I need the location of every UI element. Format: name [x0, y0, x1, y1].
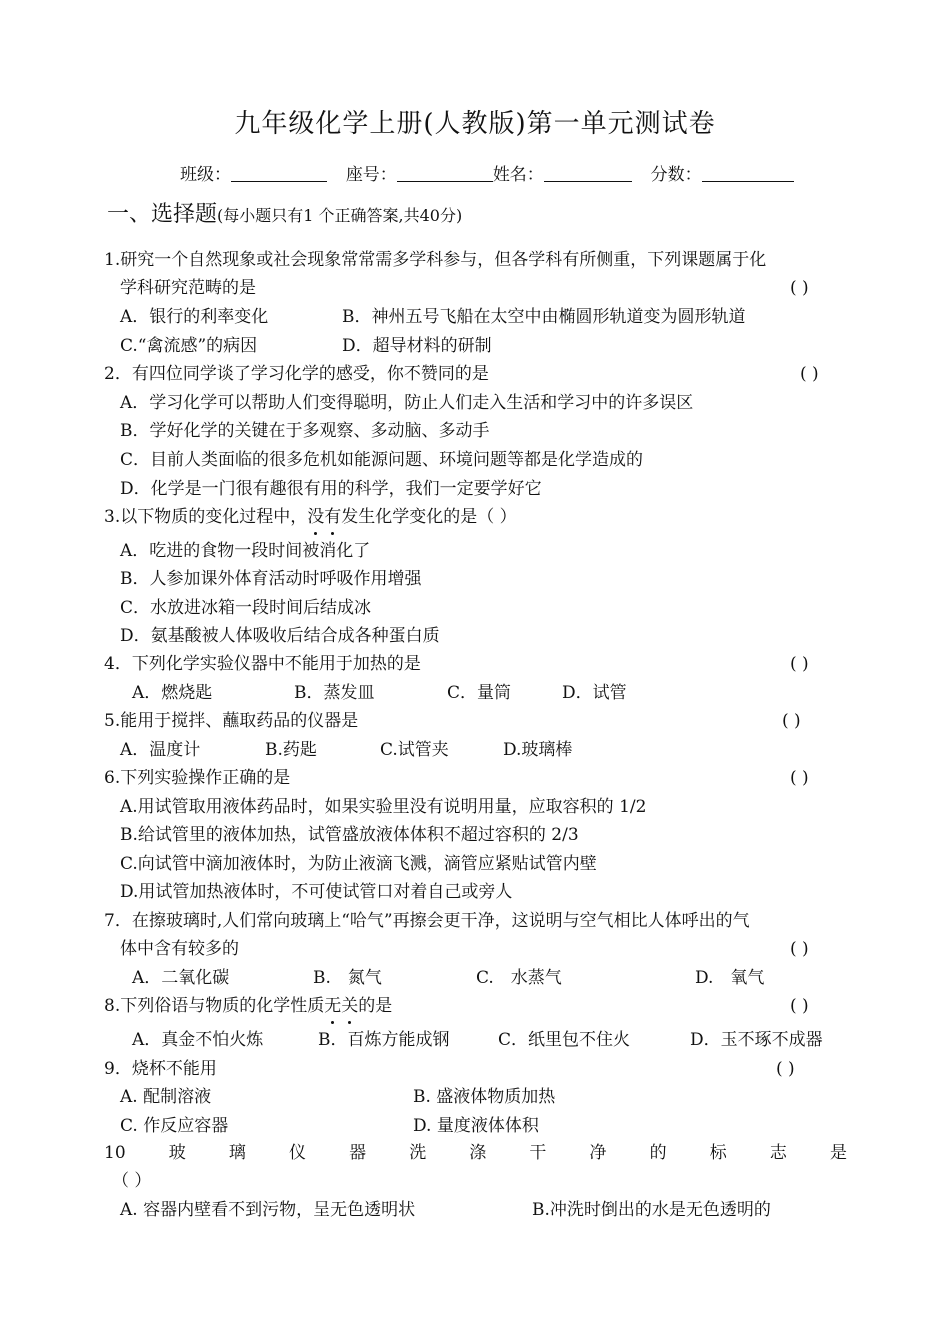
q10-char: 的	[649, 1143, 667, 1163]
q2-option-d: D．化学是一门很有趣很有用的科学，我们一定要学好它	[120, 479, 542, 499]
q7-option-d: D. 氧气	[695, 968, 765, 988]
q10-char: 10	[104, 1143, 126, 1163]
name-label: 姓名：	[492, 165, 544, 185]
q5-option-c: C.试管夹	[380, 740, 449, 760]
q4-option-a: A．燃烧匙	[132, 683, 213, 703]
q9-option-a: A. 配制溶液	[120, 1087, 212, 1107]
score-label: 分数：	[650, 165, 702, 185]
q3-stem-post: 发生化学变化的是（ ）	[341, 507, 517, 527]
q2-answer-bracket: ( )	[800, 364, 819, 384]
q3-option-c: C．水放进冰箱一段时间后结成冰	[120, 598, 372, 618]
q10-stem	[104, 1141, 847, 1165]
q2-option-a: A．学习化学可以帮助人们变得聪明，防止人们走入生活和学习中的许多误区	[120, 393, 694, 413]
q1-option-d: D．超导材料的研制	[342, 336, 492, 356]
section-note: (每小题只有1 个正确答案,共40分)	[217, 206, 463, 225]
q3-stem	[104, 505, 517, 529]
q8-option-c: C．纸里包不住火	[498, 1030, 631, 1050]
q10-char: 器	[349, 1143, 367, 1163]
class-label: 班级：	[180, 165, 231, 185]
q10-char: 涤	[469, 1143, 487, 1163]
q8-emphasis-char-1: 无	[324, 996, 342, 1016]
q4-option-d: D．试管	[562, 683, 627, 703]
q1-answer-bracket: ( )	[790, 278, 809, 298]
q8-option-d: D．玉不琢不成器	[690, 1030, 823, 1050]
q8-answer-bracket: ( )	[790, 996, 809, 1016]
q3-stem-pre: 3.以下物质的变化过程中，	[104, 507, 308, 527]
q1-stem-line2: 学科研究范畴的是	[120, 278, 256, 298]
q4-option-b: B．蒸发皿	[294, 683, 375, 703]
q10-char: 志	[769, 1143, 787, 1163]
student-info-row	[180, 163, 794, 187]
q9-stem: 9．烧杯不能用	[104, 1059, 217, 1079]
q10-answer-bracket: （ ）	[112, 1171, 152, 1191]
q10-char: 干	[529, 1143, 547, 1163]
name-blank	[544, 163, 632, 182]
q9-option-d: D. 量度液体体积	[413, 1116, 539, 1136]
q5-option-a: A．温度计	[120, 740, 201, 760]
q3-option-b: B．人参加课外体育活动时呼吸作用增强	[120, 569, 422, 589]
q1-option-a: A．银行的利率变化	[120, 307, 269, 327]
page-title: 九年级化学上册(人教版)第一单元测试卷	[234, 109, 716, 139]
section-title: 一、选择题	[107, 202, 218, 227]
q9-option-c: C. 作反应容器	[120, 1116, 229, 1136]
q6-option-b: B.给试管里的液体加热，试管盛放液体体积不超过容积的 2/3	[120, 825, 579, 845]
q10-char: 是	[829, 1143, 847, 1163]
q10-option-b: B.冲洗时倒出的水是无色透明的	[532, 1200, 771, 1220]
q7-option-c: C. 水蒸气	[476, 968, 562, 988]
q10-char: 玻	[168, 1143, 186, 1163]
q3-emphasis-char-2: 有	[324, 507, 342, 527]
q7-option-a: A．二氧化碳	[132, 968, 230, 988]
seat-label: 座号：	[345, 165, 397, 185]
q10-char: 净	[589, 1143, 607, 1163]
q10-char: 洗	[409, 1143, 427, 1163]
q3-option-d: D．氨基酸被人体吸收后结合成各种蛋白质	[120, 626, 440, 646]
q8-stem	[104, 994, 392, 1018]
q5-option-d: D.玻璃棒	[503, 740, 573, 760]
q6-option-c: C.向试管中滴加液体时，为防止液滴飞溅，滴管应紧贴试管内壁	[120, 854, 597, 874]
section-heading	[107, 200, 462, 231]
q2-option-c: C．目前人类面临的很多危机如能源问题、环境问题等都是化学造成的	[120, 450, 644, 470]
q3-emphasis-char-1: 没	[307, 507, 325, 527]
q6-option-d: D.用试管加热液体时，不可使试管口对着自己或旁人	[120, 882, 513, 902]
q10-option-a: A. 容器内壁看不到污物，呈无色透明状	[120, 1200, 416, 1220]
seat-blank	[397, 163, 493, 182]
q7-answer-bracket: ( )	[790, 939, 809, 959]
q1-option-b: B．神州五号飞船在太空中由椭圆形轨道变为圆形轨道	[342, 307, 746, 327]
q8-option-a: A．真金不怕火炼	[132, 1030, 264, 1050]
q1-stem-line1: 1.研究一个自然现象或社会现象常常需多学科参与，但各学科有所侧重，下列课题属于化	[104, 250, 767, 270]
q4-answer-bracket: ( )	[790, 654, 809, 674]
class-blank	[231, 163, 327, 182]
q6-answer-bracket: ( )	[790, 768, 809, 788]
q10-char: 仪	[288, 1143, 306, 1163]
q5-stem: 5.能用于搅拌、蘸取药品的仪器是	[104, 711, 359, 731]
q8-option-b: B．百炼方能成钢	[318, 1030, 450, 1050]
q3-option-a: A．吃进的食物一段时间被消化了	[120, 541, 371, 561]
q8-stem-post: 的是	[358, 996, 393, 1016]
q1-option-c: C.“禽流感”的病因	[120, 336, 258, 356]
q2-option-b: B．学好化学的关键在于多观察、多动脑、多动手	[120, 421, 490, 441]
score-blank	[702, 163, 794, 182]
q8-emphasis-char-2: 关	[341, 996, 359, 1016]
q7-option-b: B. 氮气	[313, 968, 382, 988]
q6-option-a: A.用试管取用液体药品时，如果实验里没有说明用量，应取容积的 1/2	[120, 797, 647, 817]
q5-answer-bracket: ( )	[782, 711, 801, 731]
q5-option-b: B.药匙	[265, 740, 317, 760]
q6-stem: 6.下列实验操作正确的是	[104, 768, 291, 788]
q8-stem-pre: 8.下列俗语与物质的化学性质	[104, 996, 325, 1016]
q7-stem-line2: 体中含有较多的	[120, 939, 239, 959]
q7-stem-line1: 7．在擦玻璃时,人们常向玻璃上“哈气”再擦会更干净，这说明与空气相比人体呼出的气	[104, 911, 750, 931]
q9-answer-bracket: ( )	[776, 1059, 795, 1079]
q9-option-b: B. 盛液体物质加热	[413, 1087, 556, 1107]
q4-stem: 4．下列化学实验仪器中不能用于加热的是	[104, 654, 421, 674]
q4-option-c: C．量筒	[447, 683, 512, 703]
q10-char: 标	[709, 1143, 727, 1163]
q2-stem: 2．有四位同学谈了学习化学的感受，你不赞同的是	[104, 364, 489, 384]
q10-char: 璃	[228, 1143, 246, 1163]
